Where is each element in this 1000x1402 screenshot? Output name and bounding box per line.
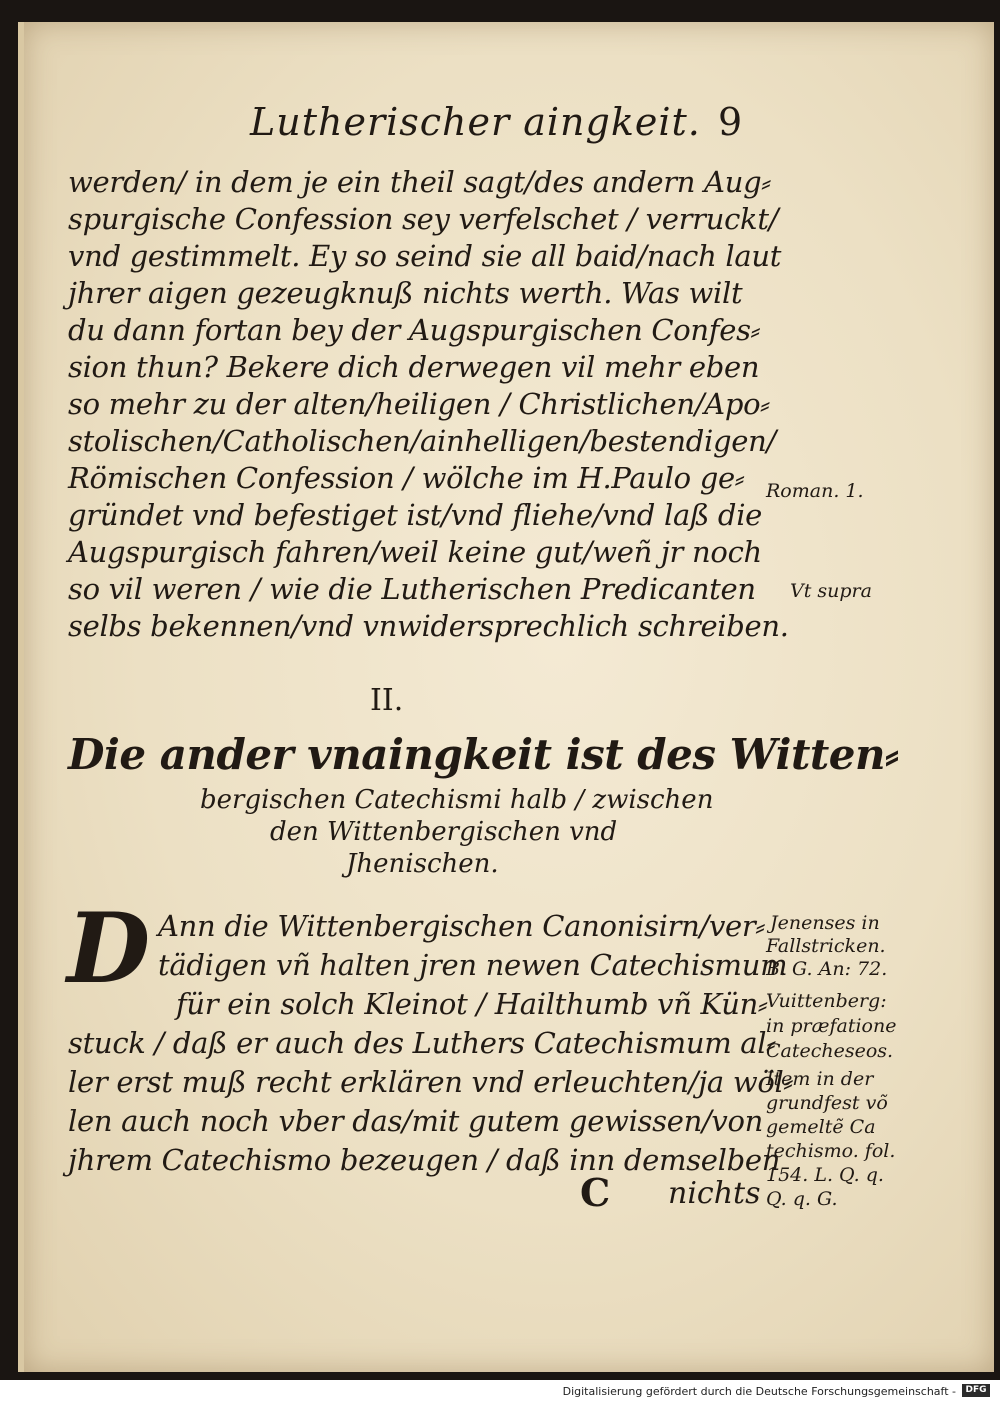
margin-note: Jenenses in (770, 912, 880, 934)
body-line: ler erst muß recht erklären vnd erleuchten/ja wöl⸗ (68, 1065, 793, 1099)
section-subheading-line: den Wittenbergischen vnd (270, 817, 618, 847)
margin-note: 154. L. Q. q. (766, 1164, 884, 1186)
body-line: gründet vnd befestiget ist/vnd fliehe/vnd laß die (68, 498, 763, 532)
section-subheading-line: bergischen Catechismi halb / zwischen (200, 785, 714, 815)
catchword: nichts (668, 1176, 761, 1211)
section-heading: Die ander vnaingkeit ist des Witten⸗ (68, 730, 899, 779)
body-line: sion thun? Bekere dich derwegen vil mehr eben (68, 350, 760, 384)
margin-note: Item in der (766, 1068, 874, 1090)
section-number: II. (370, 683, 404, 718)
body-line: für ein solch Kleinot / Hailthumb vñ Kün⸗ (176, 987, 768, 1021)
body-line: spurgische Confession sey verfelschet / verruckt/ (68, 202, 779, 236)
body-line: werden/ in dem je ein theil sagt/des andern Aug⸗ (68, 165, 771, 199)
margin-note: Fallstricken. (766, 935, 886, 957)
body-line: Ann die Wittenbergischen Canonisirn/ver⸗ (158, 909, 765, 943)
body-line: so mehr zu der alten/heiligen / Christlichen/Apo⸗ (68, 387, 770, 421)
body-line: stolischen/Catholischen/ainhelligen/bestendigen/ (68, 424, 776, 458)
body-line: jhrer aigen gezeugknuß nichts werth. Was wilt (68, 276, 743, 310)
margin-note: Q. q. G. (766, 1188, 838, 1210)
margin-note: Catecheseos. (766, 1040, 894, 1062)
margin-note: Vuittenberg: (766, 990, 887, 1012)
body-line: Augspurgisch fahren/weil keine gut/weñ jr noch (68, 535, 762, 569)
body-line: tädigen vñ halten jren newen Catechismum (158, 948, 788, 982)
body-line: jhrem Catechismo bezeugen / daß inn demselben (68, 1143, 781, 1177)
page-number: 9 (718, 100, 743, 144)
signature-mark: C (580, 1170, 611, 1215)
footer-attribution: Digitalisierung gefördert durch die Deutsche Forschungsgemeinschaft - (562, 1385, 956, 1398)
margin-note: in præfatione (766, 1015, 897, 1037)
margin-note: Roman. 1. (766, 480, 864, 502)
body-line: len auch noch vber das/mit gutem gewissen/von (68, 1104, 764, 1138)
margin-note: techismo. fol. (766, 1140, 896, 1162)
decorated-initial: D (66, 892, 151, 1005)
dfg-logo-icon: DFG (962, 1384, 990, 1397)
margin-note: grundfest võ (766, 1092, 888, 1114)
margin-note: Vt supra (790, 580, 872, 602)
body-line: Römischen Confession / wölche im H.Paulo ge⸗ (68, 461, 745, 495)
body-line: so vil weren / wie die Lutherischen Predicanten (68, 572, 756, 606)
body-line: du dann fortan bey der Augspurgischen Confes⸗ (68, 313, 761, 347)
section-subheading-line: Jhenischen. (346, 849, 499, 879)
body-line: selbs bekennen/vnd vnwidersprechlich schreiben. (68, 609, 789, 643)
running-head: Lutherischer aingkeit. (250, 100, 701, 144)
body-line: vnd gestimmelt. Ey so seind sie all baid/nach laut (68, 239, 782, 273)
body-line: stuck / daß er auch des Luthers Catechismum al⸗ (68, 1026, 776, 1060)
margin-note: gemeltẽ Ca (766, 1116, 876, 1138)
margin-note: B. G. An: 72. (766, 958, 888, 980)
